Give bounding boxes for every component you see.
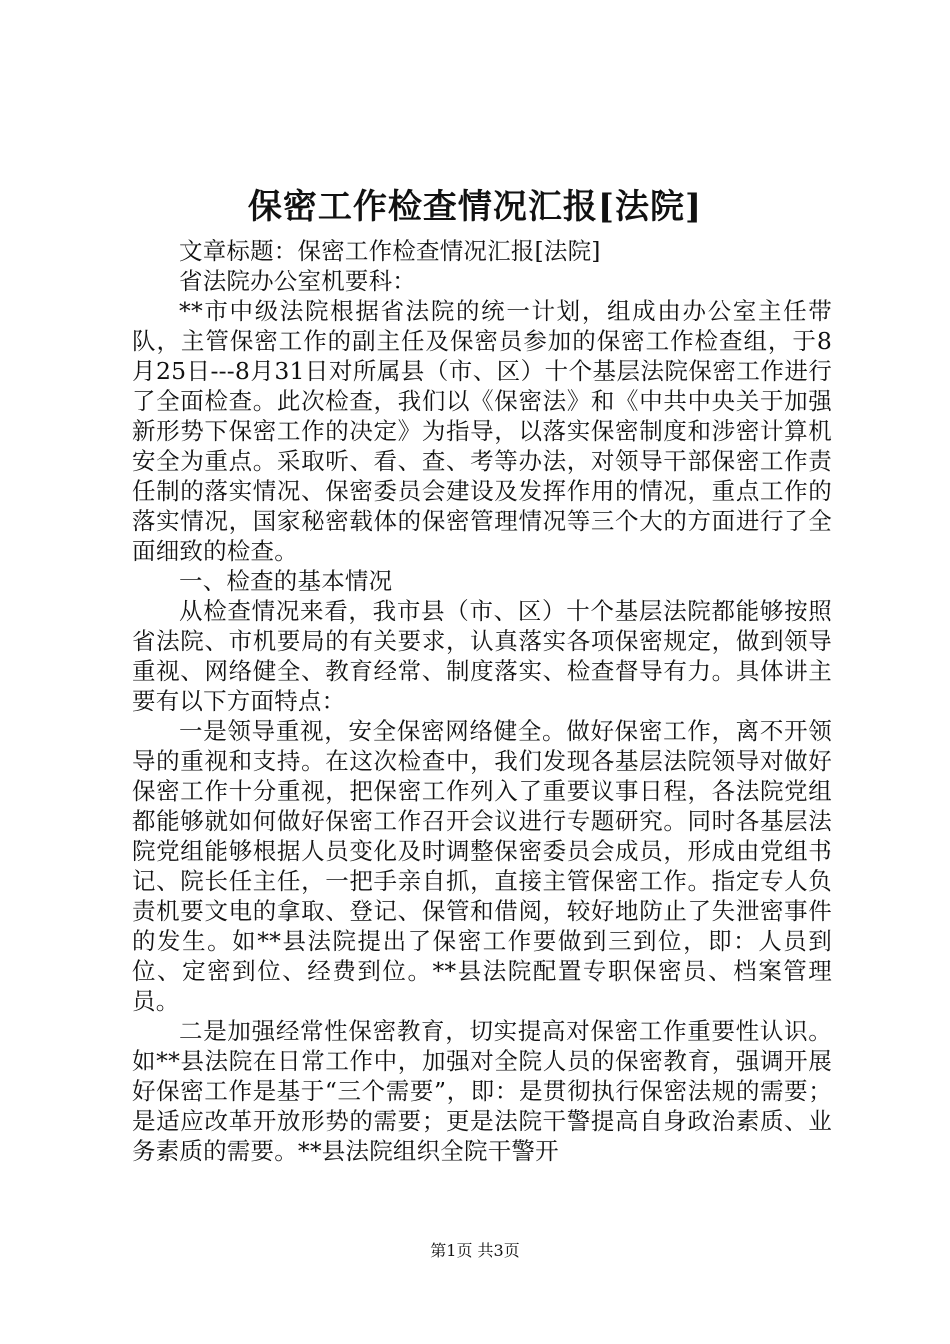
paragraph-overview: 从检查情况来看，我市县（市、区）十个基层法院都能够按照省法院、市机要局的有关要求，认真落实各项保密规定，做到领导重视、网络健全、教育经常、制度落实、检查督导有力。具体讲主要有以下方面特点： [132, 597, 832, 715]
paragraph-point-two: 二是加强经常性保密教育，切实提高对保密工作重要性认识。如**县法院在日常工作中，加强对全院人员的保密教育，强调开展好保密工作是基于“三个需要”，即：是贯彻执行保密法规的需要；是适应改革开放形势的需要；更是法院干警提高自身政治素质、业务素质的需要。**县法院组织全院干警开 [132, 1017, 832, 1165]
paragraph-article-title: 文章标题：保密工作检查情况汇报[法院] [179, 237, 601, 265]
document-body [132, 236, 832, 1166]
page-footer: 第1页 共3页 [430, 1241, 520, 1260]
document-title: 保密工作检查情况汇报[法院] [247, 187, 703, 227]
paragraph-addressee: 省法院办公室机要科： [179, 267, 416, 295]
paragraph-point-one: 一是领导重视，安全保密网络健全。做好保密工作，离不开领导的重视和支持。在这次检查中，我们发现各基层法院领导对做好保密工作十分重视，把保密工作列入了重要议事日程，各法院党组都能够就如何做好保密工作召开会议进行专题研究。同时各基层法院党组能够根据人员变化及时调整保密委员会成员，形成由党组书记、院长任主任，一把手亲自抓，直接主管保密工作。指定专人负责机要文电的拿取、登记、保管和借阅，较好地防止了失泄密事件的发生。如**县法院提出了保密工作要做到三到位，即：人员到位、定密到位、经费到位。**县法院配置专职保密员、档案管理员。 [132, 717, 832, 1015]
paragraph-intro: **市中级法院根据省法院的统一计划，组成由办公室主任带队，主管保密工作的副主任及保密员参加的保密工作检查组，于8月25日---8月31日对所属县（市、区）十个基层法院保密工作进行了全面检查。此次检查，我们以《保密法》和《中共中央关于加强新形势下保密工作的决定》为指导，以落实保密制度和涉密计算机安全为重点。采取听、看、查、考等办法，对领导干部保密工作责任制的落实情况、保密委员会建设及发挥作用的情况，重点工作的落实情况，国家秘密载体的保密管理情况等三个大的方面进行了全面细致的检查。 [132, 297, 832, 565]
section-heading: 一、检查的基本情况 [179, 567, 393, 595]
